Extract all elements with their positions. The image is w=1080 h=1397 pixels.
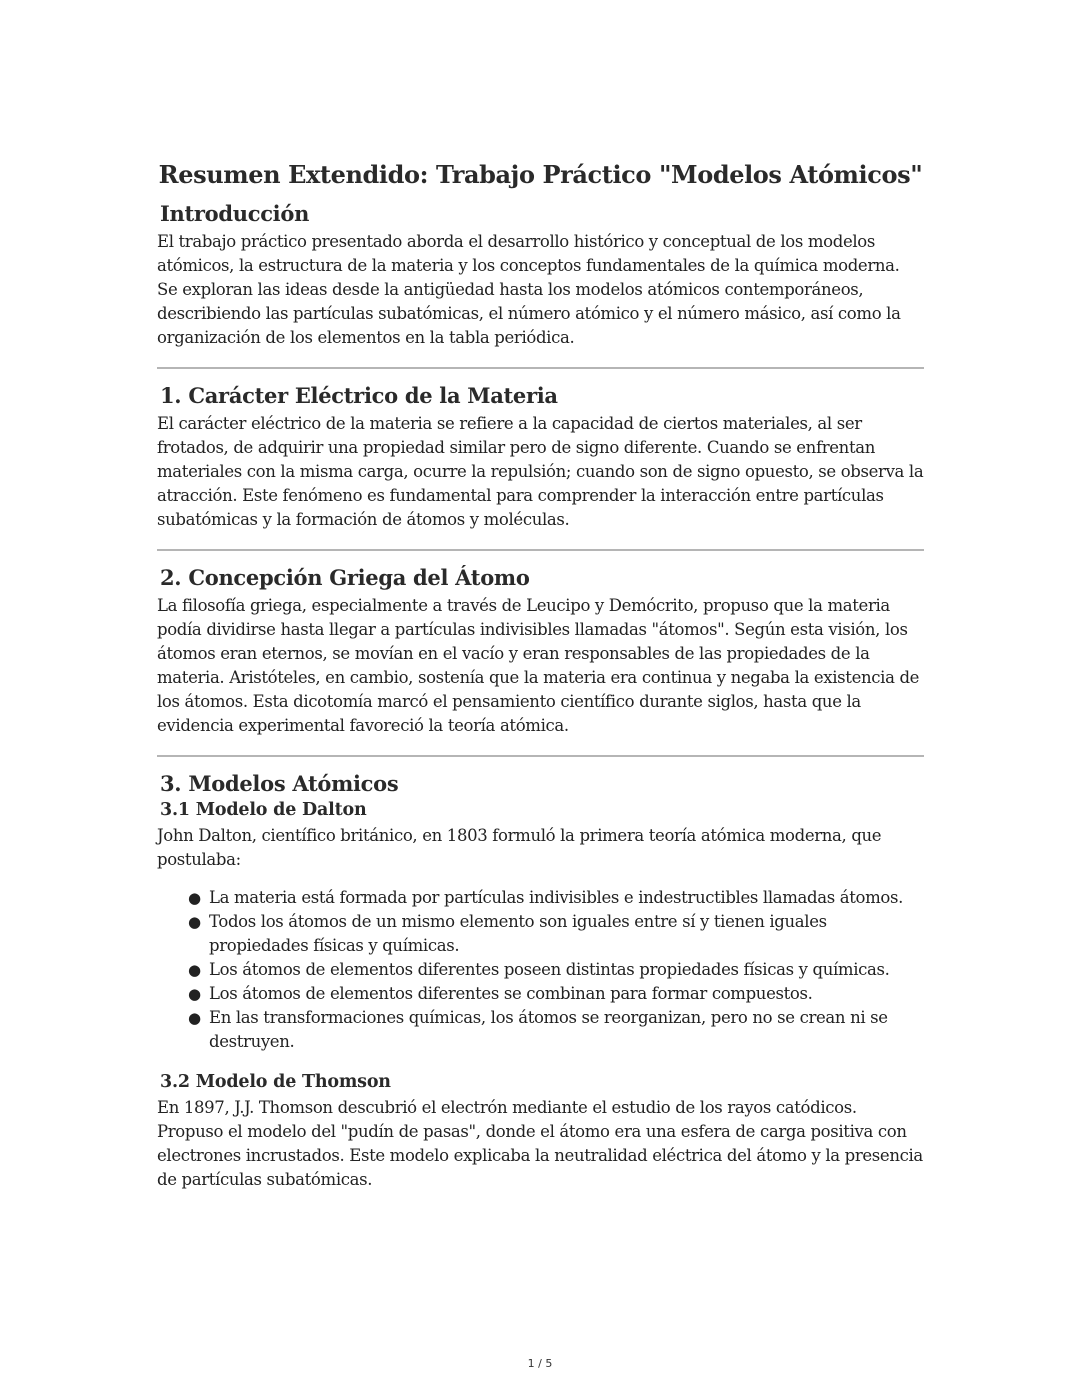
subsection-heading-thomson: 3.2 Modelo de Thomson [160, 1072, 391, 1092]
section-introduccion [157, 201, 924, 350]
section-heading: 3. Modelos Atómicos [160, 771, 399, 796]
section-divider [157, 367, 924, 369]
list-item [188, 886, 924, 910]
list-item [188, 910, 924, 958]
list-item-text: Todos los átomos de un mismo elemento son iguales entre sí y tienen iguales propiedades físicas y químicas. [209, 912, 827, 955]
bullet-icon: ● [188, 1009, 201, 1027]
section-paragraph: El carácter eléctrico de la materia se refiere a la capacidad de ciertos materiales, al ser frotados, de adquirir una propiedad similar pero de signo diferente. Cuando se enfrentan materiales con la misma carga, ocurre la repulsión; cuando son de signo opuesto, se observa la atracción. Este fenómeno es fundamental para comprender la interacción entre partículas subatómicas y la formación de átomos y moléculas. [157, 414, 924, 529]
section-heading: 2. Concepción Griega del Átomo [160, 565, 530, 590]
subsection-heading-dalton: 3.1 Modelo de Dalton [160, 800, 367, 820]
subsection-paragraph: En 1897, J.J. Thomson descubrió el electrón mediante el estudio de los rayos catódicos. Propuso el modelo del "pudín de pasas", donde el átomo era una esfera de carga positiva con electrones incrustados. Este modelo explicaba la neutralidad eléctrica del átomo y la presencia de partículas subatómicas. [157, 1098, 923, 1189]
dalton-postulates-list [157, 886, 924, 1054]
document-page [157, 152, 924, 1192]
subsection-paragraph: John Dalton, científico británico, en 1803 formuló la primera teoría atómica moderna, que postulaba: [157, 826, 882, 869]
list-item-text: La materia está formada por partículas indivisibles e indestructibles llamadas átomos. [209, 888, 903, 907]
bullet-icon: ● [188, 889, 201, 907]
bullet-icon: ● [188, 961, 201, 979]
page-indicator: 1 / 5 [527, 1357, 553, 1370]
section-heading: Introducción [160, 201, 310, 226]
section-modelos-atomicos [157, 771, 924, 1192]
section-divider [157, 755, 924, 757]
list-item-text: En las transformaciones químicas, los átomos se reorganizan, pero no se crean ni se destruyen. [209, 1008, 888, 1051]
section-caracter-electrico [157, 383, 924, 532]
document-title: Resumen Extendido: Trabajo Práctico "Modelos Atómicos" [158, 160, 923, 189]
section-concepcion-griega [157, 565, 924, 738]
section-divider [157, 549, 924, 551]
list-item [188, 958, 924, 982]
section-paragraph: La filosofía griega, especialmente a través de Leucipo y Demócrito, propuso que la materia podía dividirse hasta llegar a partículas indivisibles llamadas "átomos". Según esta visión, los átomos eran eternos, se movían en el vacío y eran responsables de las propiedades de la materia. Aristóteles, en cambio, sostenía que la materia era continua y negaba la existencia de los átomos. Esta dicotomía marcó el pensamiento científico durante siglos, hasta que la evidencia experimental favoreció la teoría atómica. [157, 596, 920, 735]
list-item [188, 982, 924, 1006]
list-item [188, 1006, 924, 1054]
section-heading: 1. Carácter Eléctrico de la Materia [160, 383, 558, 408]
list-item-text: Los átomos de elementos diferentes poseen distintas propiedades físicas y químicas. [209, 960, 890, 979]
bullet-icon: ● [188, 985, 201, 1003]
bullet-icon: ● [188, 913, 201, 931]
list-item-text: Los átomos de elementos diferentes se combinan para formar compuestos. [209, 984, 813, 1003]
section-paragraph: El trabajo práctico presentado aborda el desarrollo histórico y conceptual de los modelos atómicos, la estructura de la materia y los conceptos fundamentales de la química moderna. Se exploran las ideas desde la antigüedad hasta los modelos atómicos contemporáneos, describiendo las partículas subatómicas, el número atómico y el número másico, así como la organización de los elementos en la tabla periódica. [157, 232, 901, 347]
